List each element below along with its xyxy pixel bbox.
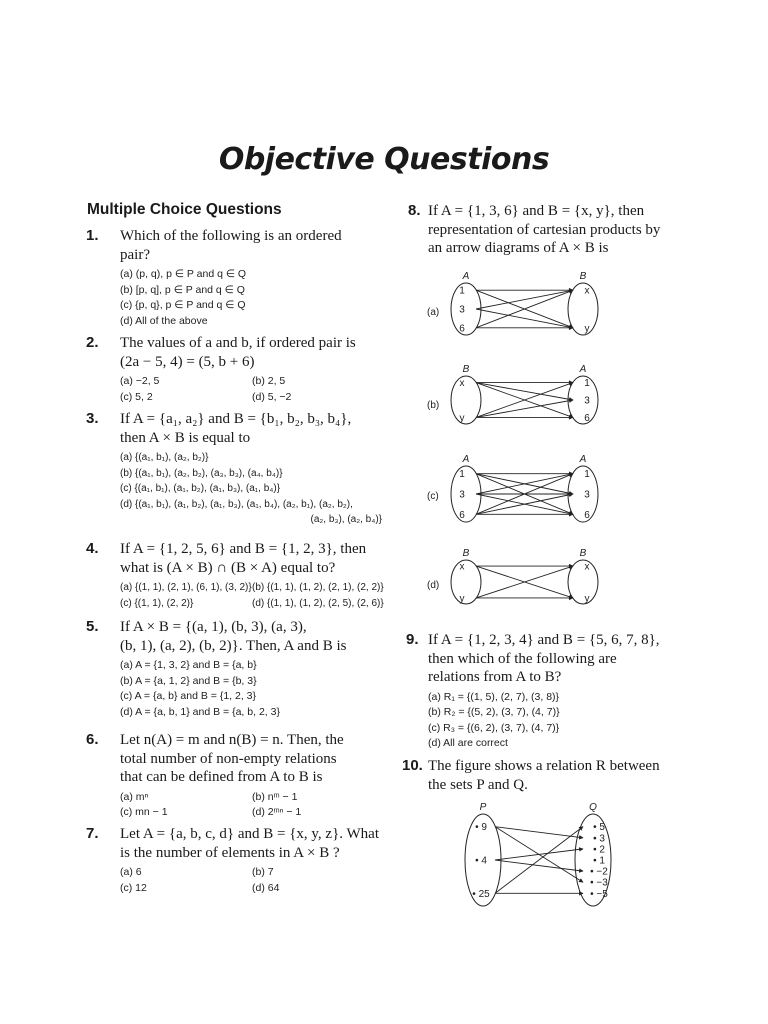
question-4 <box>86 540 386 611</box>
option-c[interactable]: (c) R₃ = {(6, 2), (3, 7), (4, 7)} <box>428 721 560 734</box>
page-title: Objective Questions <box>218 142 550 177</box>
stem-line: that can be defined from A to B is <box>120 769 323 785</box>
relation-arrow <box>495 849 583 860</box>
left-set-ellipse <box>451 283 481 335</box>
option-c[interactable]: (c) <box>427 491 439 502</box>
question-1 <box>86 227 376 329</box>
question-number: 10. <box>402 757 423 774</box>
relation-arrow <box>476 474 573 494</box>
option-a[interactable]: (a) −2, 5 <box>120 375 160 387</box>
option-c[interactable]: (c) mn − 1 <box>120 806 168 818</box>
relation-arrow <box>476 383 573 418</box>
question-3 <box>86 410 386 528</box>
option-b[interactable]: (b) 2, 5 <box>252 375 286 387</box>
relation-arrow <box>476 566 573 598</box>
relation-arrow <box>495 827 583 894</box>
options-list <box>120 580 386 611</box>
option-d[interactable]: (d) <box>427 580 440 591</box>
question-5 <box>86 618 386 720</box>
option-c[interactable]: (c) {p, q}, p ∈ P and q ∈ Q <box>120 299 246 311</box>
left-element: y <box>459 412 465 424</box>
right-element: y <box>584 593 590 605</box>
relation-arrow <box>476 474 573 494</box>
relation-arrow <box>476 474 573 515</box>
stem-line: then which of the following are <box>428 650 617 667</box>
stem-line: is the number of elements in A × B ? <box>120 844 340 861</box>
option-d[interactable]: (d) All are correct <box>428 737 508 749</box>
question-6 <box>86 731 386 821</box>
relation-arrow <box>476 290 573 309</box>
options-list <box>120 658 386 720</box>
stem-line: If A = {1, 3, 6} and B = {x, y}, then <box>428 203 645 219</box>
option-c[interactable]: (c) 5, 2 <box>120 390 153 403</box>
stem-line: an arrow diagrams of A × B is <box>428 240 609 256</box>
right-element: • −3 <box>590 877 608 889</box>
right-set-ellipse <box>568 466 598 522</box>
option-c[interactable]: (c) {(a₁, b₁), (a₁, b₂), (a₁, b₃), (a₁, b₄)} <box>120 483 281 494</box>
option-a[interactable]: (a) {(1, 1), (2, 1), (6, 1), (3, 2)} <box>120 582 252 593</box>
right-set-ellipse <box>568 283 598 335</box>
stem-line: representation of cartesian products by <box>428 221 661 238</box>
relation-arrow <box>476 494 573 514</box>
question-number: 1. <box>86 227 99 244</box>
right-set-label: Q <box>589 802 597 813</box>
right-set-label: B <box>579 271 587 282</box>
question-number: 8. <box>408 202 421 219</box>
options-list <box>428 690 706 752</box>
option-d[interactable]: (d) {(1, 1), (1, 2), (2, 5), (2, 6)} <box>252 597 384 609</box>
left-element: 6 <box>459 323 465 335</box>
left-set-label: A <box>462 454 470 465</box>
left-set-ellipse <box>451 376 481 424</box>
relation-arrow <box>495 860 583 871</box>
left-set-label: B <box>462 548 470 559</box>
stem-line: Let n(A) = m and n(B) = n. Then, the <box>120 732 344 748</box>
left-element: • 4 <box>475 855 487 867</box>
question-stem <box>120 825 386 862</box>
option-a[interactable]: (a) R₁ = {(1, 5), (2, 7), (3, 8)} <box>428 690 560 703</box>
right-element: 3 <box>584 395 590 407</box>
left-set-ellipse <box>465 814 501 906</box>
question-stem <box>120 618 386 655</box>
stem-line: relations from A to B? <box>428 669 562 685</box>
options-list <box>120 790 386 821</box>
question-stem <box>120 410 386 447</box>
option-d[interactable]: (d) All of the above <box>120 314 208 327</box>
option-a[interactable]: (a) mⁿ <box>120 790 149 803</box>
left-element: x <box>459 378 465 390</box>
left-set-ellipse <box>451 560 481 604</box>
relation-arrow <box>476 290 573 328</box>
option-b[interactable]: (b) A = {a, 1, 2} and B = {b, 3} <box>120 674 257 687</box>
stem-line: The values of a and b, if ordered pair is <box>120 335 356 351</box>
left-element: 3 <box>459 489 465 501</box>
question-number: 2. <box>86 334 99 351</box>
relation-arrow <box>476 309 573 328</box>
option-b[interactable]: (b) {(a₁, b₁), (a₂, b₂), (a₃, b₃), (a₄, b₄)} <box>120 467 283 479</box>
option-b[interactable]: (b) [p, q], p ∈ P and q ∈ Q <box>120 283 245 296</box>
option-a[interactable]: (a) (p, q), p ∈ P and q ∈ Q <box>120 268 247 280</box>
right-element: • 2 <box>593 844 605 856</box>
question-stem <box>120 540 386 577</box>
option-c[interactable]: (c) 12 <box>120 881 147 894</box>
question-stem <box>428 757 702 794</box>
option-b[interactable]: (b) R₂ = {(5, 2), (3, 7), (4, 7)} <box>428 706 560 718</box>
question-stem <box>428 631 706 687</box>
stem-line: (2a − 5, 4) = (5, b + 6) <box>120 353 255 370</box>
option-c[interactable]: (c) A = {a, b} and B = {1, 2, 3} <box>120 690 257 702</box>
right-element: 6 <box>584 509 590 521</box>
left-element: y <box>459 593 465 605</box>
left-set-label: A <box>462 271 470 282</box>
right-element: • 5 <box>593 822 605 834</box>
question-7 <box>86 825 386 896</box>
option-b[interactable]: (b) nᵐ − 1 <box>252 790 298 803</box>
option-d[interactable]: (d) {(a₁, b₁), (a₁, b₂), (a₁, b₃), (a₁, b₄), (a₂, b₁), (a₂, b₂), <box>120 498 353 510</box>
option-a[interactable]: (a) {(a₁, b₁), (a₂, b₂)} <box>120 452 209 463</box>
left-element: 6 <box>459 509 465 521</box>
right-element: 6 <box>584 412 590 424</box>
option-d[interactable]: (d) 5, −2 <box>252 390 292 403</box>
left-set-label: B <box>462 364 470 375</box>
question-9 <box>406 631 706 752</box>
right-set-ellipse <box>575 814 611 906</box>
stem-line: If A = {a₁, a₂} and B = {b₁, b₂, b₃, b₄}, <box>120 411 352 427</box>
left-element: 3 <box>459 304 465 316</box>
question-number: 5. <box>86 618 99 635</box>
right-set-label: B <box>579 548 587 559</box>
stem-line: (b, 1), (a, 2), (b, 2)}. Then, A and B is <box>120 637 347 654</box>
right-element: x <box>584 561 590 573</box>
relation-arrow <box>476 383 573 400</box>
left-element: • 25 <box>472 888 490 900</box>
right-element: x <box>584 285 590 297</box>
question-stem <box>120 731 386 787</box>
relation-arrow <box>476 383 573 418</box>
arrow-diagram-group <box>451 271 611 906</box>
left-element: 1 <box>459 285 465 297</box>
right-set-label: A <box>579 454 587 465</box>
relation-arrow <box>476 400 573 417</box>
options-list <box>120 374 386 405</box>
question-2 <box>86 334 386 405</box>
relation-arrow <box>476 474 573 515</box>
options-list <box>120 267 376 329</box>
question-10 <box>402 757 702 794</box>
option-d[interactable]: (d) A = {a, b, 1} and B = {a, b, 2, 3} <box>120 705 280 718</box>
right-element: 1 <box>584 469 590 481</box>
stem-line: The figure shows a relation R between <box>428 758 660 774</box>
question-8 <box>408 202 698 258</box>
stem-line: total number of non-empty relations <box>120 750 337 767</box>
option-b[interactable]: (b) 7 <box>252 866 274 878</box>
stem-line: If A × B = {(a, 1), (b, 3), (a, 3), <box>120 619 307 635</box>
question-number: 6. <box>86 731 99 748</box>
relation-arrow <box>495 827 583 883</box>
option-a[interactable]: (a) A = {1, 3, 2} and B = {a, b} <box>120 659 257 671</box>
section-heading: Multiple Choice Questions <box>87 201 282 218</box>
question-number: 7. <box>86 825 99 842</box>
option-c[interactable]: (c) {(1, 1), (2, 2)} <box>120 597 194 609</box>
stem-line: Let A = {a, b, c, d} and B = {x, y, z}. What <box>120 826 380 842</box>
question-number: 4. <box>86 540 99 557</box>
relation-arrow <box>476 494 573 514</box>
option-b[interactable]: (b) {(1, 1), (1, 2), (2, 1), (2, 2)} <box>252 582 384 593</box>
relation-arrow <box>476 566 573 598</box>
left-element: 1 <box>459 469 465 481</box>
question-stem: Which of the following is an ordered pair? <box>120 228 342 263</box>
right-element: y <box>584 323 590 335</box>
right-set-label: A <box>579 364 587 375</box>
left-element: • 9 <box>475 822 487 834</box>
options-list <box>120 450 386 528</box>
relation-arrow <box>495 827 583 838</box>
question-number: 9. <box>406 631 419 648</box>
option-a[interactable]: (a) 6 <box>120 866 142 878</box>
option-d-continued: (a₂, b₃), (a₂, b₄)} <box>310 514 382 525</box>
stem-line: If A = {1, 2, 5, 6} and B = {1, 2, 3}, then <box>120 541 367 557</box>
right-element: 1 <box>584 378 590 390</box>
right-element: • −5 <box>590 888 608 900</box>
stem-line: what is (A × B) ∩ (B × A) equal to? <box>120 559 336 576</box>
option-d[interactable]: (d) 2ᵐⁿ − 1 <box>252 806 302 818</box>
option-b[interactable]: (b) <box>427 400 440 411</box>
right-set-ellipse <box>568 560 598 604</box>
question-stem <box>120 334 386 371</box>
options-list <box>120 865 386 896</box>
right-element: • −2 <box>590 866 608 878</box>
question-number: 3. <box>86 410 99 427</box>
left-set-ellipse <box>451 466 481 522</box>
right-element: • 3 <box>593 833 605 845</box>
relation-arrow <box>476 290 573 328</box>
right-element: 3 <box>584 489 590 501</box>
right-element: • 1 <box>593 855 605 867</box>
stem-line: then A × B is equal to <box>120 429 251 446</box>
stem-line: the sets P and Q. <box>428 776 528 793</box>
left-element: x <box>459 561 465 573</box>
option-a[interactable]: (a) <box>427 307 440 318</box>
question-stem <box>428 202 698 258</box>
right-set-ellipse <box>568 376 598 424</box>
stem-line: If A = {1, 2, 3, 4} and B = {5, 6, 7, 8}, <box>428 632 660 648</box>
left-set-label: P <box>479 802 487 813</box>
option-d[interactable]: (d) 64 <box>252 881 280 894</box>
